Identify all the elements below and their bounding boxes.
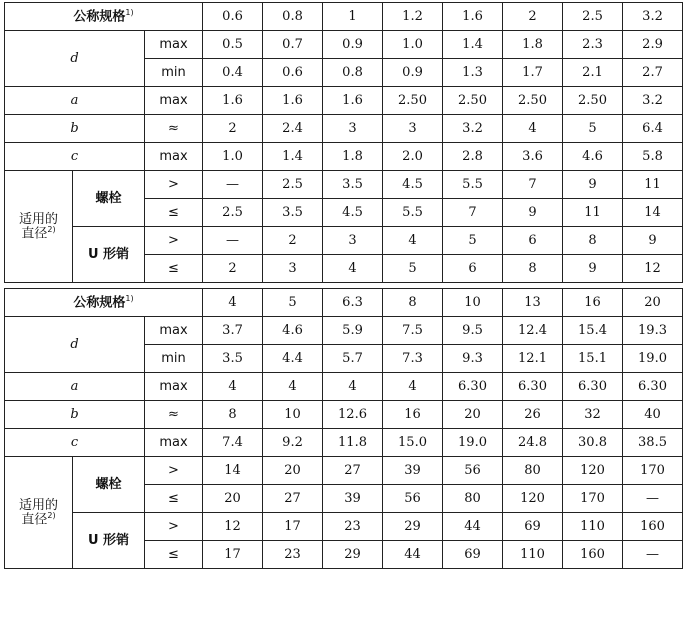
limit-max: max xyxy=(145,373,203,401)
table-row xyxy=(5,373,683,401)
value-cell: 2.5 xyxy=(203,199,263,227)
value-cell: 4 xyxy=(503,115,563,143)
value-cell: 7.5 xyxy=(383,317,443,345)
limit-max: max xyxy=(145,429,203,457)
category-u-pin: U 形销 xyxy=(73,227,145,283)
value-cell: 4 xyxy=(383,227,443,255)
less-equal-symbol: ≤ xyxy=(145,255,203,283)
footnote-ref-1: 1) xyxy=(125,294,134,304)
var-d: d xyxy=(5,31,145,87)
value-cell: 2.5 xyxy=(263,171,323,199)
value-cell: 3.6 xyxy=(503,143,563,171)
value-cell: 11.8 xyxy=(323,429,383,457)
value-cell: 6 xyxy=(443,255,503,283)
value-cell: 29 xyxy=(383,513,443,541)
value-cell: 2.50 xyxy=(383,87,443,115)
value-cell: 1.6 xyxy=(203,87,263,115)
value-cell: — xyxy=(623,541,683,569)
value-cell: 9.5 xyxy=(443,317,503,345)
value-cell: 2.50 xyxy=(443,87,503,115)
value-cell: 9.3 xyxy=(443,345,503,373)
value-cell: 5 xyxy=(563,115,623,143)
applicable-diameter-line2: 直径 xyxy=(21,226,48,242)
value-cell: 13 xyxy=(503,289,563,317)
value-cell: 19.0 xyxy=(443,429,503,457)
value-cell: 2.8 xyxy=(443,143,503,171)
nominal-size-header xyxy=(5,3,203,31)
value-cell: 1.8 xyxy=(503,31,563,59)
value-cell: 5.8 xyxy=(623,143,683,171)
footnote-ref-2: 2) xyxy=(47,224,56,234)
value-cell: 16 xyxy=(563,289,623,317)
value-cell: 3.5 xyxy=(263,199,323,227)
value-cell: 4 xyxy=(323,255,383,283)
value-cell: 9 xyxy=(503,199,563,227)
var-b: b xyxy=(5,115,145,143)
applicable-diameter-label xyxy=(5,457,73,569)
value-cell: 4.5 xyxy=(323,199,383,227)
value-cell: 5.5 xyxy=(443,171,503,199)
value-cell: 110 xyxy=(503,541,563,569)
value-cell: 1.4 xyxy=(443,31,503,59)
table-row xyxy=(5,143,683,171)
value-cell: 2.3 xyxy=(563,31,623,59)
value-cell: 2.1 xyxy=(563,59,623,87)
value-cell: 3 xyxy=(263,255,323,283)
value-cell: 15.4 xyxy=(563,317,623,345)
value-cell: 2.0 xyxy=(383,143,443,171)
table-row xyxy=(5,227,683,255)
limit-min: min xyxy=(145,345,203,373)
value-cell: 20 xyxy=(623,289,683,317)
table-row xyxy=(5,429,683,457)
table-row xyxy=(5,401,683,429)
value-cell: 14 xyxy=(623,199,683,227)
value-cell: 2.50 xyxy=(503,87,563,115)
value-cell: 20 xyxy=(443,401,503,429)
value-cell: 5 xyxy=(263,289,323,317)
var-b: b xyxy=(5,401,145,429)
table-row xyxy=(5,3,683,31)
var-c: c xyxy=(5,143,145,171)
value-cell: 80 xyxy=(503,457,563,485)
value-cell: 8 xyxy=(503,255,563,283)
value-cell: 5 xyxy=(443,227,503,255)
limit-max: max xyxy=(145,87,203,115)
value-cell: 44 xyxy=(443,513,503,541)
table-row xyxy=(5,317,683,345)
value-cell: 1.0 xyxy=(203,143,263,171)
value-cell: 9 xyxy=(623,227,683,255)
value-cell: 20 xyxy=(203,485,263,513)
var-d: d xyxy=(5,317,145,373)
value-cell: 15.1 xyxy=(563,345,623,373)
value-cell: 3 xyxy=(383,115,443,143)
value-cell: 1.4 xyxy=(263,143,323,171)
value-cell: 3.2 xyxy=(443,115,503,143)
value-cell: 2 xyxy=(263,227,323,255)
var-c: c xyxy=(5,429,145,457)
value-cell: 6.30 xyxy=(503,373,563,401)
table-row xyxy=(5,513,683,541)
table-row xyxy=(5,31,683,59)
value-cell: 7.4 xyxy=(203,429,263,457)
value-cell: 8 xyxy=(563,227,623,255)
value-cell: — xyxy=(203,171,263,199)
var-a: a xyxy=(5,373,145,401)
value-cell: 12 xyxy=(623,255,683,283)
value-cell: 5 xyxy=(383,255,443,283)
value-cell: 1.3 xyxy=(443,59,503,87)
value-cell: 1.2 xyxy=(383,3,443,31)
table-row xyxy=(5,87,683,115)
limit-max: max xyxy=(145,31,203,59)
value-cell: 9 xyxy=(563,255,623,283)
value-cell: 44 xyxy=(383,541,443,569)
value-cell: 3.2 xyxy=(623,3,683,31)
value-cell: 1.6 xyxy=(263,87,323,115)
value-cell: 11 xyxy=(563,199,623,227)
value-cell: 2 xyxy=(503,3,563,31)
greater-than-symbol: > xyxy=(145,513,203,541)
value-cell: 160 xyxy=(563,541,623,569)
greater-than-symbol: > xyxy=(145,171,203,199)
limit-max: max xyxy=(145,143,203,171)
value-cell: 2.9 xyxy=(623,31,683,59)
value-cell: — xyxy=(203,227,263,255)
value-cell: 5.9 xyxy=(323,317,383,345)
value-cell: 4 xyxy=(203,373,263,401)
less-equal-symbol: ≤ xyxy=(145,485,203,513)
value-cell: 69 xyxy=(443,541,503,569)
value-cell: 0.8 xyxy=(263,3,323,31)
value-cell: — xyxy=(623,485,683,513)
nominal-size-label: 公称规格 xyxy=(73,9,126,25)
value-cell: 24.8 xyxy=(503,429,563,457)
value-cell: 2.4 xyxy=(263,115,323,143)
footnote-ref-1: 1) xyxy=(125,8,134,18)
value-cell: 0.9 xyxy=(383,59,443,87)
value-cell: 6.3 xyxy=(323,289,383,317)
table-row xyxy=(5,457,683,485)
var-a: a xyxy=(5,87,145,115)
nominal-size-header xyxy=(5,289,203,317)
value-cell: 9 xyxy=(563,171,623,199)
value-cell: 12.1 xyxy=(503,345,563,373)
pin-dimension-table xyxy=(4,2,683,569)
value-cell: 56 xyxy=(383,485,443,513)
applicable-diameter-line1: 适用的 xyxy=(18,211,58,227)
value-cell: 12.6 xyxy=(323,401,383,429)
value-cell: 14 xyxy=(203,457,263,485)
limit-min: min xyxy=(145,59,203,87)
value-cell: 23 xyxy=(323,513,383,541)
value-cell: 8 xyxy=(203,401,263,429)
value-cell: 2.5 xyxy=(563,3,623,31)
value-cell: 2.50 xyxy=(563,87,623,115)
approx-symbol: ≈ xyxy=(145,115,203,143)
value-cell: 40 xyxy=(623,401,683,429)
value-cell: 3.5 xyxy=(203,345,263,373)
value-cell: 80 xyxy=(443,485,503,513)
less-equal-symbol: ≤ xyxy=(145,199,203,227)
value-cell: 11 xyxy=(623,171,683,199)
value-cell: 26 xyxy=(503,401,563,429)
value-cell: 0.4 xyxy=(203,59,263,87)
spec-sheet xyxy=(4,2,682,569)
value-cell: 17 xyxy=(263,513,323,541)
applicable-diameter-label xyxy=(5,171,73,283)
value-cell: 4.6 xyxy=(563,143,623,171)
greater-than-symbol: > xyxy=(145,227,203,255)
value-cell: 16 xyxy=(383,401,443,429)
value-cell: 4.6 xyxy=(263,317,323,345)
value-cell: 4 xyxy=(263,373,323,401)
value-cell: 39 xyxy=(383,457,443,485)
value-cell: 0.8 xyxy=(323,59,383,87)
value-cell: 0.6 xyxy=(203,3,263,31)
value-cell: 27 xyxy=(323,457,383,485)
value-cell: 7 xyxy=(443,199,503,227)
value-cell: 19.3 xyxy=(623,317,683,345)
value-cell: 30.8 xyxy=(563,429,623,457)
value-cell: 3 xyxy=(323,115,383,143)
applicable-diameter-line1: 适用的 xyxy=(18,497,58,513)
value-cell: 15.0 xyxy=(383,429,443,457)
value-cell: 17 xyxy=(203,541,263,569)
value-cell: 6.30 xyxy=(623,373,683,401)
limit-max: max xyxy=(145,317,203,345)
value-cell: 19.0 xyxy=(623,345,683,373)
value-cell: 110 xyxy=(563,513,623,541)
approx-symbol: ≈ xyxy=(145,401,203,429)
less-equal-symbol: ≤ xyxy=(145,541,203,569)
value-cell: 0.7 xyxy=(263,31,323,59)
value-cell: 1.6 xyxy=(443,3,503,31)
footnote-ref-2: 2) xyxy=(47,510,56,520)
value-cell: 9.2 xyxy=(263,429,323,457)
value-cell: 7 xyxy=(503,171,563,199)
value-cell: 39 xyxy=(323,485,383,513)
value-cell: 10 xyxy=(443,289,503,317)
value-cell: 6.4 xyxy=(623,115,683,143)
value-cell: 4.4 xyxy=(263,345,323,373)
table-row xyxy=(5,289,683,317)
value-cell: 170 xyxy=(563,485,623,513)
value-cell: 6 xyxy=(503,227,563,255)
value-cell: 160 xyxy=(623,513,683,541)
value-cell: 27 xyxy=(263,485,323,513)
value-cell: 3.5 xyxy=(323,171,383,199)
value-cell: 4 xyxy=(323,373,383,401)
table-row xyxy=(5,115,683,143)
category-bolt: 螺栓 xyxy=(73,171,145,227)
value-cell: 38.5 xyxy=(623,429,683,457)
value-cell: 0.5 xyxy=(203,31,263,59)
value-cell: 12.4 xyxy=(503,317,563,345)
value-cell: 56 xyxy=(443,457,503,485)
value-cell: 32 xyxy=(563,401,623,429)
value-cell: 12 xyxy=(203,513,263,541)
value-cell: 1.6 xyxy=(323,87,383,115)
applicable-diameter-line2: 直径 xyxy=(21,512,48,528)
value-cell: 1.0 xyxy=(383,31,443,59)
value-cell: 1.8 xyxy=(323,143,383,171)
value-cell: 2 xyxy=(203,255,263,283)
value-cell: 2.7 xyxy=(623,59,683,87)
value-cell: 4.5 xyxy=(383,171,443,199)
value-cell: 1 xyxy=(323,3,383,31)
value-cell: 20 xyxy=(263,457,323,485)
value-cell: 10 xyxy=(263,401,323,429)
table-body xyxy=(5,3,683,569)
nominal-size-label: 公称规格 xyxy=(73,295,126,311)
value-cell: 3 xyxy=(323,227,383,255)
value-cell: 2 xyxy=(203,115,263,143)
value-cell: 6.30 xyxy=(563,373,623,401)
value-cell: 120 xyxy=(563,457,623,485)
value-cell: 8 xyxy=(383,289,443,317)
value-cell: 69 xyxy=(503,513,563,541)
greater-than-symbol: > xyxy=(145,457,203,485)
value-cell: 29 xyxy=(323,541,383,569)
value-cell: 120 xyxy=(503,485,563,513)
value-cell: 5.7 xyxy=(323,345,383,373)
value-cell: 4 xyxy=(203,289,263,317)
value-cell: 5.5 xyxy=(383,199,443,227)
category-bolt: 螺栓 xyxy=(73,457,145,513)
value-cell: 3.7 xyxy=(203,317,263,345)
value-cell: 23 xyxy=(263,541,323,569)
category-u-pin: U 形销 xyxy=(73,513,145,569)
value-cell: 0.9 xyxy=(323,31,383,59)
value-cell: 7.3 xyxy=(383,345,443,373)
value-cell: 170 xyxy=(623,457,683,485)
value-cell: 4 xyxy=(383,373,443,401)
value-cell: 0.6 xyxy=(263,59,323,87)
value-cell: 6.30 xyxy=(443,373,503,401)
table-row xyxy=(5,171,683,199)
value-cell: 1.7 xyxy=(503,59,563,87)
value-cell: 3.2 xyxy=(623,87,683,115)
